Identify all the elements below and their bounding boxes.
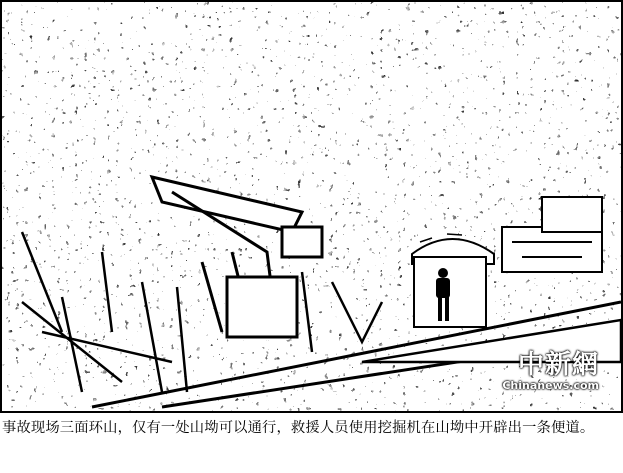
- photo-caption: 事故现场三面环山，仅有一处山坳可以通行，救援人员使用挖掘机在山坳中开辟出一条便道。: [2, 420, 595, 436]
- watermark-url: Chinanews.com: [502, 379, 599, 392]
- watermark: [502, 351, 599, 393]
- watermark-logo: 中新網: [517, 350, 599, 380]
- tent: [412, 234, 494, 327]
